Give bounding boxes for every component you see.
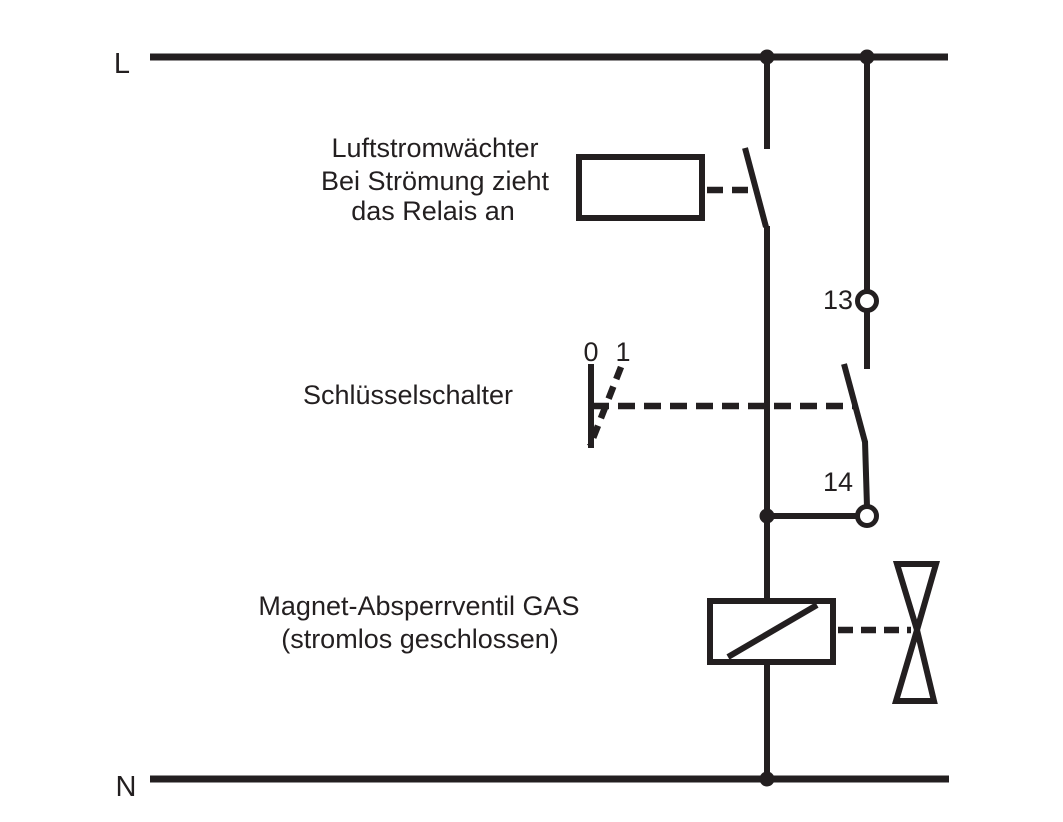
airflow-monitor-label-line2: Bei Strömung zieht — [320, 166, 550, 196]
key-switch-label: Schlüsselschalter — [302, 380, 514, 410]
airflow-relay-box — [579, 157, 702, 218]
junction-dot-branch — [760, 509, 775, 524]
terminal-13-circle — [858, 292, 877, 311]
valve-body-top-triangle-icon — [897, 564, 936, 630]
valve-label-line1: Magnet-Absperrventil GAS — [258, 591, 580, 621]
junction-dot-live-right — [860, 50, 875, 65]
key-switch-position-0-label: 0 — [583, 337, 599, 367]
key-switch-position-1-label: 1 — [615, 337, 631, 367]
terminal-14-circle — [858, 507, 877, 526]
key-contact-blade — [844, 364, 865, 442]
terminal-14-label: 14 — [822, 467, 853, 497]
airflow-monitor-label-line1: Luftstromwächter — [331, 133, 539, 163]
airflow-monitor-label-line3: das Relais an — [351, 196, 515, 226]
live-rail-label: L — [113, 48, 131, 80]
neutral-rail-label: N — [115, 771, 137, 803]
junction-dot-live-left — [760, 50, 775, 65]
terminal-13-label: 13 — [822, 285, 853, 315]
airflow-contact-blade — [745, 148, 766, 227]
junction-dot-neutral — [760, 772, 775, 787]
valve-body-bottom-triangle-icon — [896, 630, 934, 701]
valve-label-line2: (stromlos geschlossen) — [281, 624, 559, 654]
wire-contact-to-terminal-14 — [865, 441, 867, 507]
